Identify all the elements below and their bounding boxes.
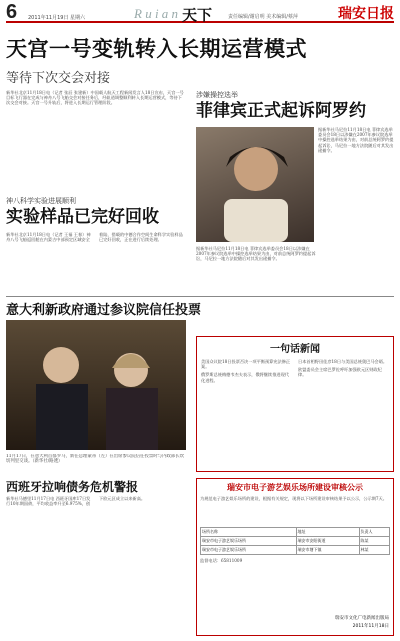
notice-box [196, 478, 394, 636]
divider [6, 296, 394, 297]
page-number: 6 [6, 1, 18, 23]
brief-item: 日本首相野田佳彦18日与美国总统奥巴马会晤。 [298, 359, 388, 364]
brief-item: 美国众议院18日投票否决一项平衡预算宪法修正案。 [201, 359, 291, 370]
brief-box [196, 336, 394, 472]
philippines-body: 据新华社马尼拉11月18日电 菲律宾选举委员会18日以涉嫌在2007年参议院选举中操控选举结果为由，对前总统阿罗约提起诉讼，马尼拉一地方法院随后对其发出逮捕令。 [196, 246, 316, 262]
philippines-body-side: 据新华社马尼拉11月18日电 菲律宾选举委员会18日以涉嫌在2007年参议院选举中操控选举结果为由，对前总统阿罗约提起诉讼，马尼拉一地方法院随后对其发出逮捕令。 [318, 127, 394, 153]
table-row [201, 537, 390, 546]
arroyo-photo [196, 127, 314, 242]
page-header [6, 3, 394, 23]
lead-headline: 天宫一号变轨转入长期运营模式 [6, 37, 307, 61]
newspaper-logo: 瑞安日报 [338, 6, 394, 22]
table-row [201, 528, 390, 537]
ruian-wordmark: R u i a n [134, 6, 179, 21]
lead-subhead: 等待下次交会对接 [6, 71, 111, 86]
notice-date: 2011年11月18日 [352, 624, 389, 629]
spain-headline: 西班牙拉响债务危机警报 [6, 480, 139, 494]
table-cell: 林某 [359, 546, 389, 555]
table-cell: 瑞安市塘下镇 [296, 546, 359, 555]
notice-signature: 瑞安市文化广电新闻出版局 [335, 616, 389, 621]
table-cell: 瑞安市电子游艺娱乐场所 [201, 546, 297, 555]
italy-photo [6, 320, 186, 450]
philippines-headline: 菲律宾正式起诉阿罗约 [196, 101, 366, 121]
notice-table [200, 527, 390, 555]
notice-title: 瑞安市电子游艺娱乐场所建设审核公示 [227, 483, 363, 492]
spain-body: 新华社马德里11月17日电 西班牙国库17日发行10年期国债，平均收益率升至6.975%，创下欧元区成立以来新高。 [6, 496, 146, 507]
table-cell: 地址 [296, 528, 359, 537]
table-cell: 负责人 [359, 528, 389, 537]
table-row [201, 546, 390, 555]
philippines-story [196, 90, 394, 120]
editor-line: 责任编辑/谢启明 美术编辑/蔡萍 [228, 14, 298, 20]
brief-title: 一句话新闻 [270, 344, 320, 355]
table-cell: 瑞安市安阳街道 [296, 537, 359, 546]
notice-contact: 监督电话：65811009 [200, 558, 243, 563]
science-body: 新华社北京11月18日电（记者 王福 王春）神舟八号飞船返回舱在内蒙古中部预定区域安全着陆，搭载的中德合作空间生命科学实验样品已完好回收，正在进行后续处理。 [6, 232, 183, 243]
brief-item: 欧盟委员会主席巴罗佐呼吁加强欧元区财政纪律。 [298, 367, 382, 378]
italy-caption: 11月17日，在意大利首都罗马，新任总理蒙蒂（左）在出席参议院信任投票时与内政部长坎切列里交谈。（新华社/路透） [6, 454, 185, 465]
lead-body: 新华社北京11月18日电（记者 张辰 张建新）中国载人航天工程新闻发言人18日宣布，天宫一号目标飞行器在完成与神舟八号飞船交会对接任务后，经轨道调整顺利转入长期运营模式，等待下次交会对接。天宫一号升轨后，将进入长期运行管理阶段。 [6, 90, 184, 106]
brief-list [197, 355, 393, 387]
science-headline: 实验样品已完好回收 [6, 207, 159, 227]
section-title: 天下 [182, 6, 213, 24]
science-kicker: 神八科学实验进展顺利 [6, 197, 76, 205]
philippines-kicker: 涉嫌操控选举 [196, 91, 238, 99]
table-cell: 瑞安市电子游艺娱乐场所 [201, 537, 297, 546]
table-cell: 陈某 [359, 537, 389, 546]
notice-body: 为规范电子游艺娱乐场所的建设，根据有关规定，现将以下场所建设审核结果予以公示，公示期7天。 [200, 496, 387, 501]
italy-headline: 意大利新政府通过参议院信任投票 [6, 303, 202, 318]
date-line: 2011年11月19日 星期六 [28, 15, 86, 21]
table-cell: 场所名称 [201, 528, 297, 537]
brief-item: 俄罗斯总统梅德韦杰夫表示，俄将继续推进现代化进程。 [201, 372, 289, 383]
